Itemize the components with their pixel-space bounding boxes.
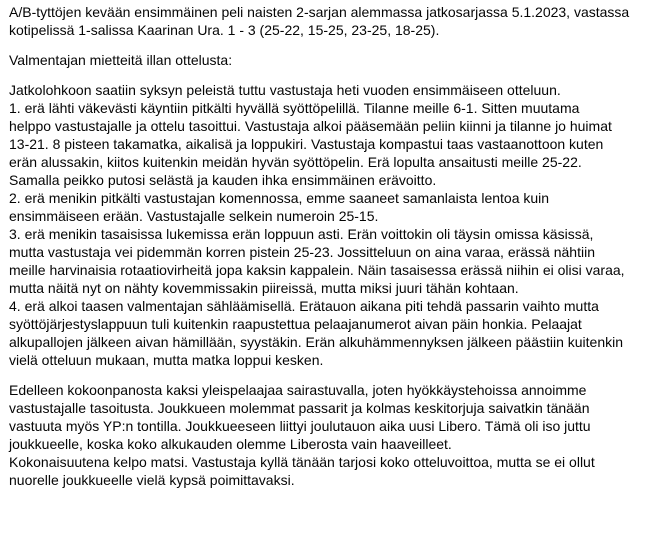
- text-line: Kokonaisuutena kelpo matsi. Vastustaja kyllä tänään tarjosi koko otteluvoittoa, mutta se ei ollut: [9, 454, 595, 470]
- text-line: vastuuta myös YP:n tontilla. Joukkueeseen liittyi joulutauon aika uusi Libero. Tämä oli iso juttu: [9, 418, 591, 434]
- text-line: helppo vastustajalle ja ottelu tasoittui. Vastustaja alkoi pääsemään peliin kiinni ja tilanne jo huimat: [9, 118, 612, 134]
- text-line: vastustajalle tasoitusta. Joukkueen molemmat passarit ja kolmas keskitorjuja saivatkin tänään: [9, 400, 590, 416]
- text-line: erän alussakin, kiitos kuitenkin meidän hyvän syöttöpelin. Erä lopulta ansaitusti meille 25-22.: [9, 154, 582, 170]
- text-line: 13-21. 8 pisteen takamatka, aikalisä ja loppukiri. Vastustaja kompastui taas vastaanottoon kuten: [9, 136, 604, 152]
- post-intro-paragraph: [9, 3, 665, 39]
- text-line: kotipelissä 1-salissa Kaarinan Ura. 1 - 3 (25-22, 15-25, 23-25, 18-25).: [9, 22, 440, 38]
- text-line: 3. erä menikin tasaisissa lukemissa erän loppuun asti. Erän voittokin oli täysin omissa käsissä,: [9, 226, 594, 242]
- text-line: 4. erä alkoi taasen valmentajan sähläämisellä. Erätauon aikana piti tehdä passarin vaihto mutta: [9, 298, 599, 314]
- text-line: ensimmäiseen erään. Vastustajalle selkein numeroin 25-15.: [9, 208, 379, 224]
- text-line: Edelleen kokoonpanosta kaksi yleispelaajaa sairastuvalla, joten hyökkäystehoissa annoimme: [9, 382, 587, 398]
- text-line: mutta vastustaja vei pidemmän korren pistein 25-23. Jossitteluun on aina varaa, erässä nähtiin: [9, 244, 595, 260]
- text-line: A/B-tyttöjen kevään ensimmäinen peli naisten 2-sarjan alemmassa jatkosarjassa 5.1.2023, vastassa: [9, 4, 630, 20]
- text-line: 1. erä lähti väkevästi käyntiin pitkälti hyvällä syöttöpelillä. Tilanne meille 6-1. Sitten muutama: [9, 100, 580, 116]
- text-line: Samalla peikko putosi selästä ja kauden ihka ensimmäinen erävoitto.: [9, 172, 437, 188]
- text-line: 2. erä menikin pitkälti vastustajan komennossa, emme saaneet samanlaista lentoa kuin: [9, 190, 550, 206]
- text-line: meille harvinaisia rotaatiovirheitä jopa kaksin kappalein. Näin tasaisessa erässä niihin ei olisi varaa,: [9, 262, 625, 278]
- post-match-report-paragraph: [9, 81, 665, 369]
- post-summary-paragraph: [9, 381, 665, 489]
- text-line: joukkueelle, koska koko alkukauden olemme Liberosta vain haaveilleet.: [9, 436, 452, 452]
- text-line: syöttöjärjestyslappuun tuli kuitenkin raapustettua pelaajanumerot aivan päin honkia. Pelaajat: [9, 316, 582, 332]
- text-line: alkupallojen jälkeen aivan hämillään, syystäkin. Erän alkuhämmennyksen jälkeen päästiin kuitenkin: [9, 334, 624, 350]
- text-line: Valmentajan mietteitä illan ottelusta:: [9, 52, 233, 68]
- text-line: Jatkolohkoon saatiin syksyn peleistä tuttu vastustaja heti vuoden ensimmäiseen otteluun.: [9, 82, 561, 98]
- text-line: nuorelle joukkueelle vielä kypsä poimittavaksi.: [9, 472, 295, 488]
- text-line: mutta näitä nyt on nähty kovemmissakin piireissä, mutta miksi juuri tähän kohtaan.: [9, 280, 519, 296]
- text-line: vielä otteluun mukaan, mutta matka loppui kesken.: [9, 352, 324, 368]
- post-coach-heading: [9, 51, 665, 69]
